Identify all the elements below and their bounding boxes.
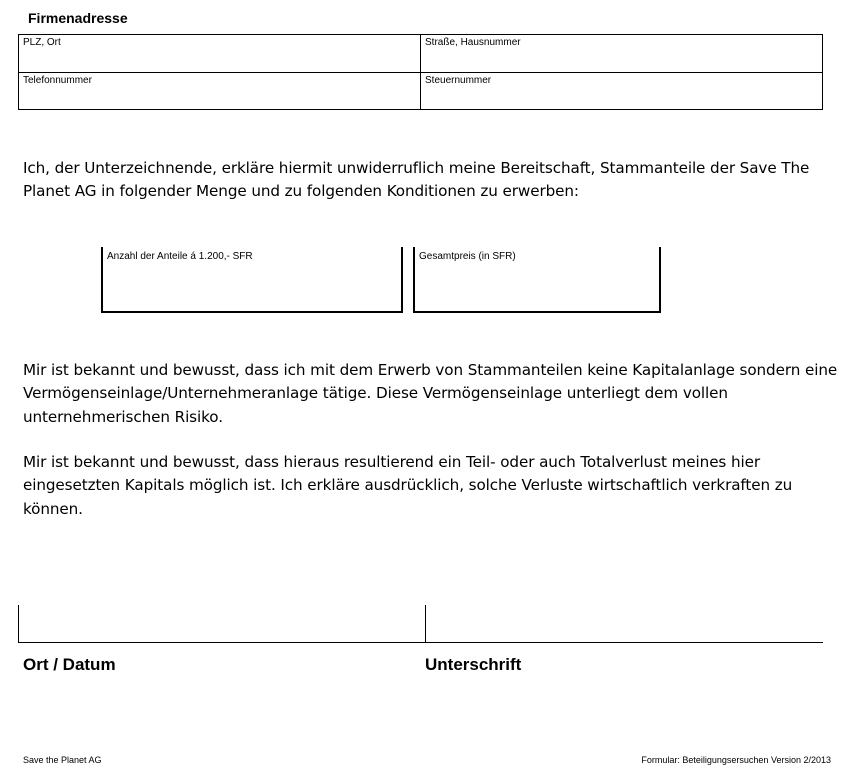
field-city-label: PLZ, Ort (23, 37, 61, 48)
field-tax[interactable] (421, 73, 822, 109)
field-share-count-label: Anzahl der Anteile á 1.200,- SFR (107, 251, 253, 262)
footer-form-version: Formular: Beteiligungsersuchen Version 2/2013 (641, 755, 831, 765)
field-total-price-label: Gesamtpreis (in SFR) (419, 251, 516, 262)
field-street-label: Straße, Hausnummer (425, 37, 521, 48)
field-city[interactable] (19, 35, 420, 72)
field-phone-label: Telefonnummer (23, 75, 92, 86)
signature-tick-middle (425, 605, 426, 643)
place-date-label: Ort / Datum (23, 655, 116, 674)
field-tax-label: Steuernummer (425, 75, 492, 86)
field-total-price[interactable] (413, 247, 661, 313)
field-share-count[interactable] (101, 247, 403, 313)
signature-line[interactable] (18, 642, 823, 643)
field-street[interactable] (421, 35, 822, 72)
signature-label: Unterschrift (425, 655, 522, 674)
risk-notice-text: Mir ist bekannt und bewusst, dass ich mit dem Erwerb von Stammanteilen keine Kapitalanlage sondern eine Vermögenseinlage/Unternehmeranlage tätige. Diese Vermögenseinlage unterliegt dem vollen unternehmerischen Risiko. (23, 361, 838, 426)
declaration-text: Ich, der Unterzeichnende, erkläre hiermit unwiderruflich meine Bereitschaft, Stammanteile der Save The Planet AG in folgender Menge und zu folgenden Konditionen zu erwerben: (23, 159, 810, 201)
signature-tick-left (18, 605, 19, 643)
section-title-company-address: Firmenadresse (28, 10, 128, 26)
company-address-table (18, 34, 823, 110)
footer-company: Save the Planet AG (23, 755, 102, 765)
loss-notice-text: Mir ist bekannt und bewusst, dass hieraus resultierend ein Teil- oder auch Totalverlust meines hier eingesetzten Kapitals möglich ist. Ich erkläre ausdrücklich, solche Verluste wirtschaftlich verkraften zu können. (23, 453, 793, 518)
field-phone[interactable] (19, 73, 420, 109)
